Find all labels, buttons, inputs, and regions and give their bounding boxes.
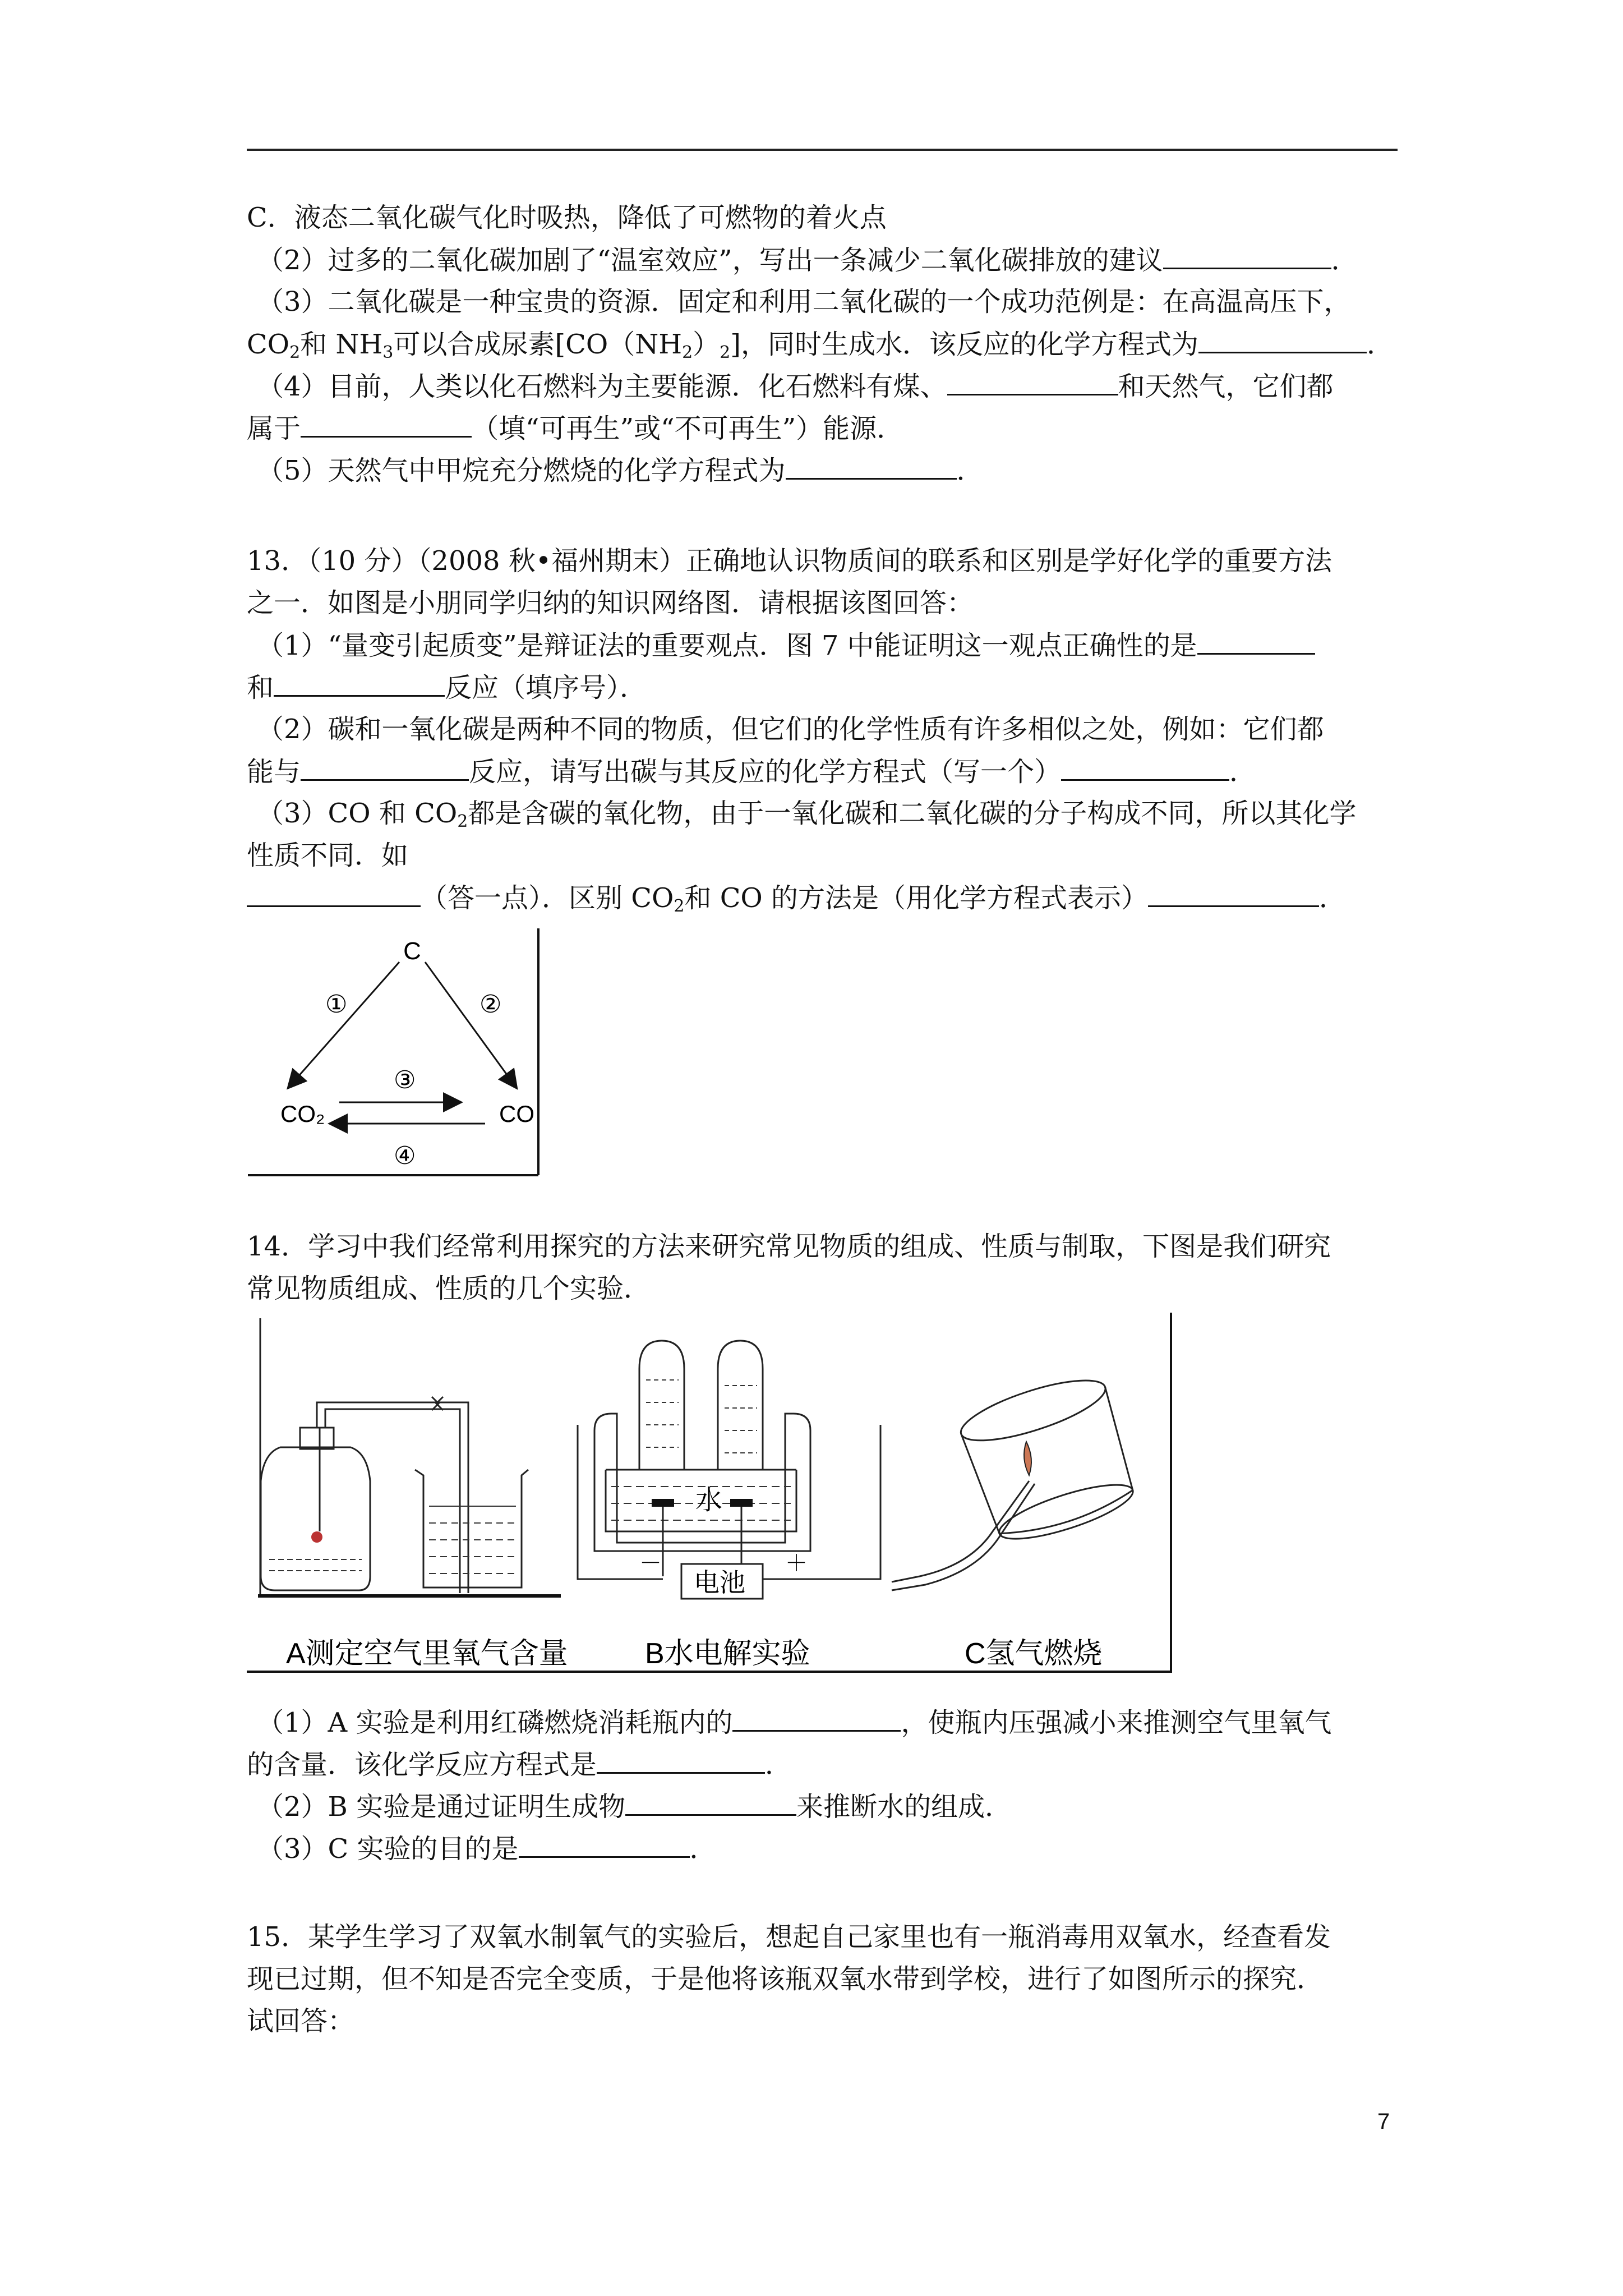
q15-line2: 现已过期，但不知是否完全变质，于是他将该瓶双氧水带到学校，进行了如图所示的探究．	[247, 1963, 1324, 1995]
q13-part3-line2: 性质不同．如	[247, 840, 409, 871]
label-3: ③	[394, 1066, 416, 1094]
node-co: CO	[499, 1101, 534, 1127]
answer-blank	[301, 754, 469, 781]
answer-blank	[274, 670, 445, 697]
experiment-b-apparatus	[578, 1341, 880, 1599]
q12-part4-line2: 属于 （填“可再生”或“不可再生”）能源．	[247, 411, 903, 445]
answer-blank	[1198, 327, 1367, 353]
answer-blank	[519, 1832, 690, 1858]
answer-blank	[1163, 243, 1331, 269]
q13-part3-line1: （3）CO 和 $CO_2$都是含碳的氧化物，由于一氧化碳和二氧化碳的分子构成不同，所以其化学	[257, 798, 1357, 831]
label-4: ④	[394, 1142, 416, 1170]
experiments-figure	[247, 1313, 1178, 1677]
answer-blank	[947, 369, 1118, 395]
minus-terminal: －	[639, 1551, 662, 1576]
q14-intro-line2: 常见物质组成、性质的几个实验．	[247, 1273, 651, 1304]
page-number: 7	[1377, 2109, 1390, 2134]
answer-blank	[301, 411, 472, 438]
clamp-icon	[432, 1397, 443, 1410]
q14-part2: （2）B 实验是通过证明生成物 来推断水的组成．	[257, 1789, 1012, 1824]
carbon-network-diagram	[247, 928, 550, 1181]
header-rule	[247, 149, 1398, 151]
q14-intro-line1: 14．学习中我们经常利用探究的方法来研究常见物质的组成、性质与制取，下图是我们研究	[247, 1231, 1331, 1262]
label-1: ①	[325, 991, 348, 1018]
q13-part1-line2: 和 反应（填序号）．	[247, 670, 647, 705]
experiment-a-apparatus	[258, 1318, 561, 1596]
answer-blank	[597, 1747, 765, 1774]
q15-line1: 15．某学生学习了双氧水制氧气的实验后，想起自己家里也有一瓶消毒用双氧水，经查看发	[247, 1921, 1331, 1953]
answer-blank	[1148, 881, 1319, 907]
q14-part3: （3）C 实验的目的是 ．	[257, 1832, 717, 1866]
q12-part5: （5）天然气中甲烷充分燃烧的化学方程式为 ．	[257, 453, 984, 487]
q12-part3-line2: $CO_2$和 $NH_3$可以合成尿素$[CO(NH_2)_2]$，同时生成水．该反应的化学方程式为 ．	[247, 327, 1394, 361]
answer-blank	[732, 1705, 901, 1732]
arrow-1	[289, 962, 399, 1087]
q14-part1-line2: 的含量．该化学反应方程式是 ．	[247, 1747, 792, 1782]
answer-blank	[1061, 754, 1229, 781]
experiment-c-apparatus	[892, 1368, 1144, 1590]
q13-part2-line2: 能与 反应，请写出碳与其反应的化学方程式（写一个） ．	[247, 754, 1256, 789]
red-phosphorus	[311, 1531, 322, 1543]
q12-option-c: C．液态二氧化碳气化时吸热，降低了可燃物的着火点	[247, 202, 887, 233]
answer-blank	[625, 1789, 796, 1816]
flame-icon	[1024, 1442, 1031, 1475]
q12-part2: （2）过多的二氧化碳加剧了“温室效应”，写出一条减少二氧化碳排放的建议 ．	[257, 243, 1358, 277]
q13-intro-line2: 之一．如图是小朋同学归纳的知识网络图．请根据该图回答：	[247, 587, 974, 619]
q13-part2-line1: （2）碳和一氧化碳是两种不同的物质，但它们的化学性质有许多相似之处，例如：它们都	[257, 714, 1324, 745]
q13-part3-line3: （答一点）．区别 $CO_2$和 CO 的方法是（用化学方程式表示） ．	[247, 881, 1346, 915]
plus-terminal: ＋	[785, 1551, 808, 1576]
caption-b: B水电解实验	[645, 1637, 810, 1670]
caption-a: A测定空气里氧气含量	[286, 1637, 568, 1670]
q13-intro-line1: 13．（10 分）（2008 秋•福州期末）正确地认识物质间的联系和区别是学好化学的重要方法	[247, 545, 1332, 577]
q12-part3-line1: （3）二氧化碳是一种宝贵的资源．固定和利用二氧化碳的一个成功范例是：在高温高压下，	[257, 286, 1351, 318]
answer-blank	[1197, 628, 1315, 655]
q13-part1-line1: （1）“量变引起质变”是辩证法的重要观点．图 7 中能证明这一观点正确性的是	[257, 628, 1315, 662]
water-label: 水	[695, 1485, 723, 1515]
answer-blank	[786, 453, 957, 480]
node-c: C	[403, 937, 421, 965]
node-co2: CO₂	[280, 1101, 325, 1127]
q14-part1-line1: （1）A 实验是利用红磷燃烧消耗瓶内的 ，使瓶内压强减小来推测空气里氧气	[257, 1705, 1331, 1740]
arrow-2	[425, 962, 516, 1087]
label-2: ②	[479, 991, 502, 1018]
caption-c: C氢气燃烧	[965, 1637, 1103, 1670]
answer-blank	[247, 881, 421, 907]
q12-part4-line1: （4）目前，人类以化石燃料为主要能源．化石燃料有煤、 和天然气，它们都	[257, 369, 1334, 403]
battery-label: 电池	[694, 1568, 745, 1597]
q15-line3: 试回答：	[247, 2005, 355, 2037]
